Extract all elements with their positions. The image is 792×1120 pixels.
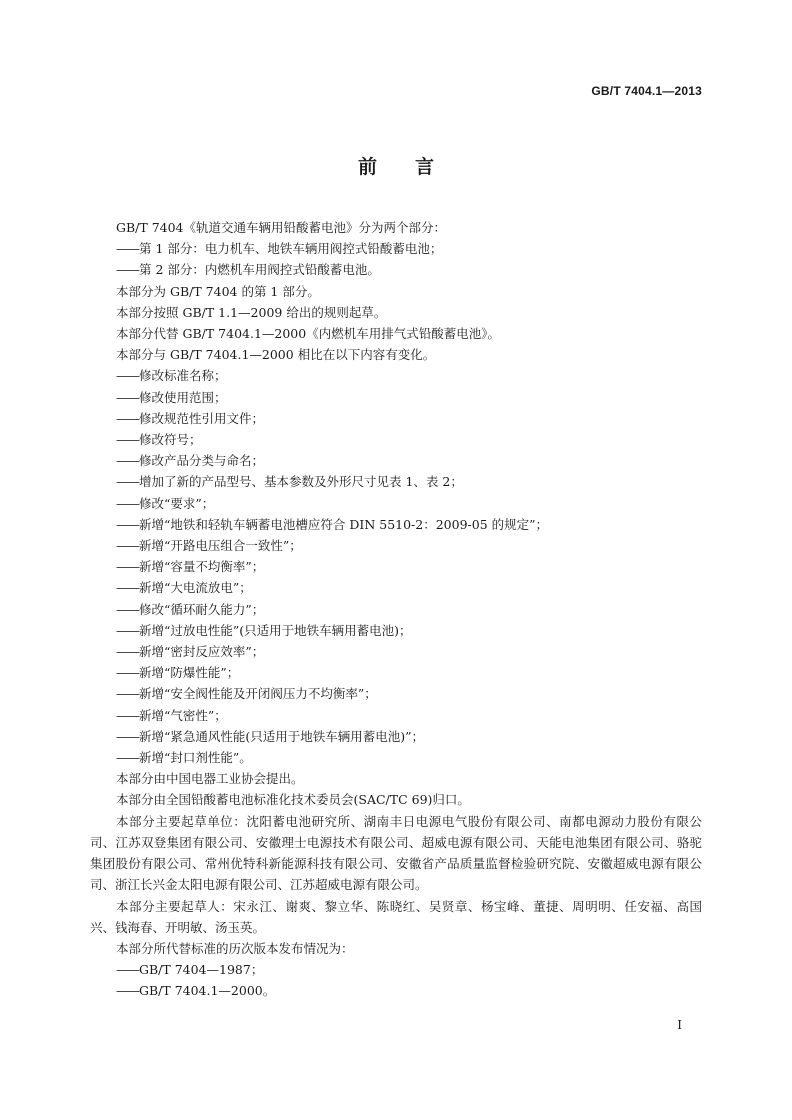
dash-item-text: GB/T 7404—1987； <box>139 962 264 978</box>
standard-code: GB/T 7404.1—2013 <box>591 84 702 98</box>
dash-item-text: 增加了新的产品型号、基本参数及外形尺寸见表 1、表 2； <box>139 474 463 490</box>
page-number: I <box>677 1018 682 1032</box>
em-dash-mark: —— <box>116 601 139 617</box>
dash-list-item <box>90 238 702 259</box>
dash-list-item <box>90 705 702 726</box>
paragraph: 本部分代替 GB/T 7404.1—2000《内燃机车用排气式铅酸蓄电池》。 <box>116 326 500 342</box>
dash-list-item <box>90 662 702 683</box>
dash-item-text: 新增“紧急通风性能(只适用于地铁车辆用蓄电池)”； <box>139 728 425 744</box>
em-dash-mark: —— <box>116 474 139 490</box>
em-dash-mark: —— <box>116 750 139 766</box>
em-dash-mark: —— <box>116 516 139 532</box>
dash-list-item <box>90 959 702 980</box>
dash-list-item <box>90 471 702 492</box>
dash-item-text: 新增“开路电压组合一致性”； <box>139 538 302 554</box>
em-dash-mark: —— <box>116 538 139 554</box>
dash-list-item <box>90 365 702 386</box>
em-dash-mark: —— <box>116 495 139 511</box>
dash-item-text: 新增“防爆性能”； <box>139 665 240 681</box>
paragraph: 本部分所代替标准的历次版本发布情况为： <box>116 940 354 956</box>
dash-list-item <box>90 514 702 535</box>
dash-item-text: 修改产品分类与命名； <box>139 453 265 469</box>
dash-item-text: GB/T 7404.1—2000。 <box>139 983 276 999</box>
em-dash-mark: —— <box>116 580 139 596</box>
paragraph: 本部分主要起草单位：沈阳蓄电池研究所、湖南丰日电源电气股份有限公司、南都电源动力股份有限公司、江苏双登集团有限公司、安徽理士电源技术有限公司、超威电源有限公司、天能电池集团有限公司、骆驼集团股份有限公司、常州优特科新能源科技有限公司、安徽省产品质量监督检验研究院、安徽超威电源有限公司、浙江长兴金太阳电源有限公司、江苏超威电源有限公司。 <box>90 813 702 893</box>
em-dash-mark: —— <box>116 983 139 999</box>
dash-list-item <box>90 620 702 641</box>
em-dash-mark: —— <box>116 368 139 384</box>
em-dash-mark: —— <box>116 453 139 469</box>
em-dash-mark: —— <box>116 707 139 723</box>
dash-list-item <box>90 980 702 1001</box>
paragraph: 本部分由全国铅酸蓄电池标准化技术委员会(SAC/TC 69)归口。 <box>116 792 470 808</box>
dash-list-item <box>90 599 702 620</box>
dash-list-item <box>90 387 702 408</box>
em-dash-mark: —— <box>116 644 139 660</box>
dash-item-text: 新增“容量不均衡率”； <box>139 559 265 575</box>
dash-list-item <box>90 641 702 662</box>
dash-list-item <box>90 493 702 514</box>
foreword-body <box>90 217 702 1002</box>
dash-item-text: 新增“过放电性能”(只适用于地铁车辆用蓄电池)； <box>139 622 412 638</box>
dash-item-text: 新增“大电流放电”； <box>139 580 252 596</box>
em-dash-mark: —— <box>116 622 139 638</box>
dash-list-item <box>90 429 702 450</box>
dash-item-text: 修改“循环耐久能力”； <box>139 601 265 617</box>
dash-item-text: 新增“密封反应效率”； <box>139 644 265 660</box>
paragraph: GB/T 7404《轨道交通车辆用铅酸蓄电池》分为两个部分： <box>116 220 447 235</box>
dash-list-item <box>90 535 702 556</box>
paragraph: 本部分主要起草人：宋永江、谢爽、黎立华、陈晓红、吴贤章、杨宝峰、董捷、周明明、任安福、高国兴、钱海春、开明敏、汤玉英。 <box>90 898 702 935</box>
em-dash-mark: —— <box>116 665 139 681</box>
em-dash-mark: —— <box>116 559 139 575</box>
em-dash-mark: —— <box>116 262 139 278</box>
paragraph: 本部分由中国电器工业协会提出。 <box>116 771 304 787</box>
em-dash-mark: —— <box>116 728 139 744</box>
em-dash-mark: —— <box>116 962 139 978</box>
dash-list-item <box>90 556 702 577</box>
em-dash-mark: —— <box>116 432 139 448</box>
dash-item-text: 第 1 部分：电力机车、地铁车辆用阀控式铅酸蓄电池； <box>139 241 443 257</box>
dash-list-item <box>90 259 702 280</box>
paragraph: 本部分为 GB/T 7404 的第 1 部分。 <box>116 283 320 299</box>
dash-item-text: 修改符号； <box>139 432 202 448</box>
em-dash-mark: —— <box>116 241 139 257</box>
dash-list-item <box>90 726 702 747</box>
dash-item-text: 修改规范性引用文件； <box>139 410 265 426</box>
dash-item-text: 新增“地铁和轻轨车辆蓄电池槽应符合 DIN 5510-2：2009-05 的规定”； <box>139 516 549 532</box>
dash-item-text: 修改标准名称； <box>139 368 227 384</box>
dash-item-text: 新增“封口剂性能”。 <box>139 750 252 766</box>
dash-item-text: 新增“气密性”； <box>139 707 227 723</box>
paragraph: 本部分与 GB/T 7404.1—2000 相比在以下内容有变化。 <box>116 347 436 363</box>
dash-item-text: 第 2 部分：内燃机车用阀控式铅酸蓄电池。 <box>139 262 380 278</box>
dash-list-item <box>90 683 702 704</box>
page-title: 前言 <box>357 156 472 178</box>
dash-list-item <box>90 747 702 768</box>
dash-item-text: 修改“要求”； <box>139 495 215 511</box>
dash-list-item <box>90 577 702 598</box>
dash-list-item <box>90 408 702 429</box>
em-dash-mark: —— <box>116 410 139 426</box>
dash-item-text: 新增“安全阀性能及开闭阀压力不均衡率”； <box>139 686 377 702</box>
dash-item-text: 修改使用范围； <box>139 389 227 405</box>
em-dash-mark: —— <box>116 389 139 405</box>
dash-list-item <box>90 450 702 471</box>
paragraph: 本部分按照 GB/T 1.1—2009 给出的规则起草。 <box>116 304 387 320</box>
em-dash-mark: —— <box>116 686 139 702</box>
